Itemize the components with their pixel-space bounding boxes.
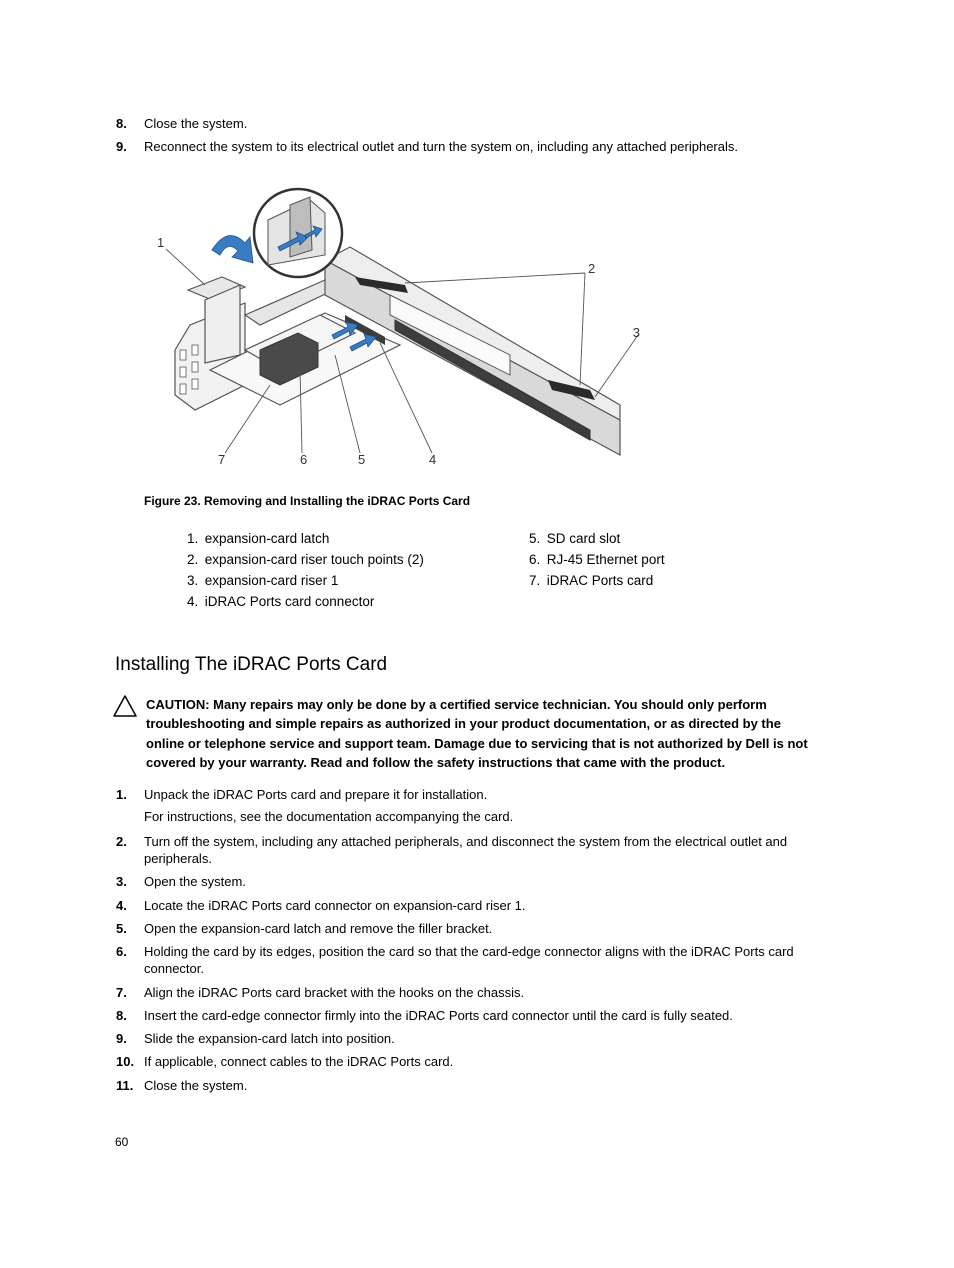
step-number: 10.: [116, 1054, 135, 1069]
step-number: 9.: [116, 1031, 127, 1046]
step-text: Unpack the iDRAC Ports card and prepare it for installation.: [144, 787, 488, 802]
step-number: 2.: [116, 834, 127, 849]
callout-1: 1: [157, 235, 165, 250]
callout-3: 3: [632, 325, 640, 340]
page-number: 60: [115, 1135, 129, 1149]
legend-label: iDRAC Ports card: [546, 573, 654, 588]
legend-item: [529, 549, 665, 570]
legend-item: [529, 570, 665, 591]
legend-right: [529, 528, 665, 591]
step-text: Slide the expansion-card latch into position.: [144, 1031, 395, 1046]
legend-label: RJ-45 Ethernet port: [546, 552, 665, 567]
legend-number: 5.: [529, 531, 541, 546]
step-number: 1.: [116, 787, 127, 802]
step-text: Open the system.: [144, 874, 246, 889]
legend-left: [187, 528, 424, 612]
step-number: 9.: [116, 139, 127, 154]
caution-text: CAUTION: Many repairs may only be done by a certified service technician. You should only perform troubleshooting and simple repairs as authorized in your product documentation, or as directed by the online or telephone service and support team. Damage due to servicing that is not authorized by Dell is not covered by your warranty. Read and follow the safety instructions that came with the product.: [146, 697, 808, 770]
warning-triangle-icon: [112, 694, 138, 718]
callout-7: 7: [218, 452, 226, 467]
section-title: Installing The iDRAC Ports Card: [115, 654, 388, 675]
figure-caption: Figure 23. Removing and Installing the iDRAC Ports Card: [144, 494, 471, 508]
step-number: 4.: [116, 898, 127, 913]
callout-4: 4: [429, 452, 437, 467]
legend-number: 2.: [187, 552, 199, 567]
legend-number: 3.: [187, 573, 199, 588]
step-text: If applicable, connect cables to the iDRAC Ports card.: [144, 1054, 454, 1069]
legend-number: 4.: [187, 594, 199, 609]
legend-item: [187, 549, 424, 570]
legend-label: expansion-card riser touch points (2): [204, 552, 424, 567]
step-subtext: For instructions, see the documentation accompanying the card.: [144, 809, 514, 824]
step-number: 3.: [116, 874, 127, 889]
step-number: 8.: [116, 116, 127, 131]
legend-item: [187, 528, 424, 549]
step-text: Turn off the system, including any attached peripherals, and disconnect the system from the electrical outlet and peripherals.: [144, 834, 788, 866]
step-number: 7.: [116, 985, 127, 1000]
step-number: 6.: [116, 944, 127, 959]
legend-number: 1.: [187, 531, 199, 546]
legend-label: expansion-card latch: [204, 531, 330, 546]
step-number: 11.: [116, 1078, 134, 1093]
legend-item: [187, 570, 424, 591]
step-text: Reconnect the system to its electrical outlet and turn the system on, including any attached peripherals.: [144, 139, 738, 154]
step-text: Holding the card by its edges, position the card so that the card-edge connector aligns with the iDRAC Ports card connector.: [144, 944, 794, 976]
step-text: Close the system.: [144, 1078, 248, 1093]
idrac-card-illustration: [150, 185, 640, 475]
step-number: 8.: [116, 1008, 127, 1023]
legend-number: 6.: [529, 552, 541, 567]
legend-item: [529, 528, 665, 549]
step-text: Close the system.: [144, 116, 248, 131]
callout-6: 6: [300, 452, 308, 467]
legend-label: SD card slot: [546, 531, 621, 546]
step-text: Insert the card-edge connector firmly into the iDRAC Ports card connector until the card is fully seated.: [144, 1008, 733, 1023]
step-number: 5.: [116, 921, 127, 936]
step-text: Align the iDRAC Ports card bracket with the hooks on the chassis.: [144, 985, 525, 1000]
step-text: Open the expansion-card latch and remove the filler bracket.: [144, 921, 493, 936]
legend-label: expansion-card riser 1: [204, 573, 339, 588]
legend-item: [187, 591, 424, 612]
legend-label: iDRAC Ports card connector: [204, 594, 375, 609]
callout-5: 5: [358, 452, 366, 467]
callout-2: 2: [588, 261, 596, 276]
legend-number: 7.: [529, 573, 541, 588]
step-text: Locate the iDRAC Ports card connector on expansion-card riser 1.: [144, 898, 526, 913]
